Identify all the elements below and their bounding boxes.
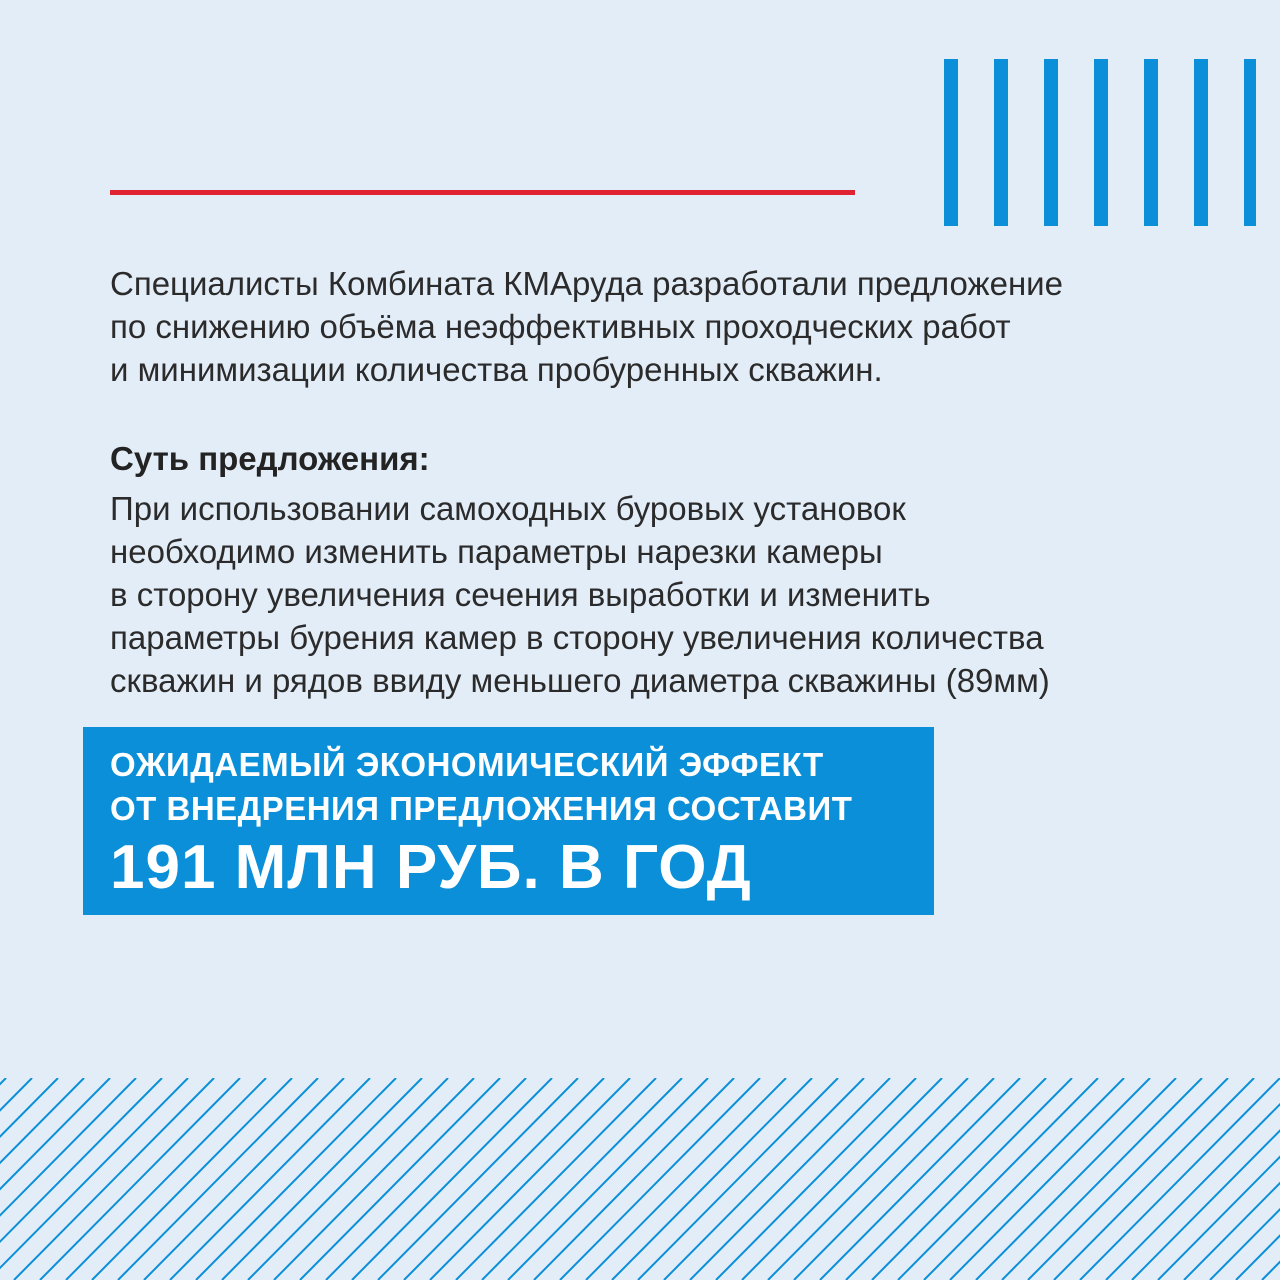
hatch-line <box>508 1078 708 1280</box>
hatch-line <box>430 1078 630 1280</box>
hatch-line <box>118 1078 318 1280</box>
hatch-line <box>1210 1078 1280 1280</box>
hatch-line <box>66 1078 266 1280</box>
hatch-line <box>196 1078 396 1280</box>
hatch-line <box>40 1078 240 1280</box>
hatch-line <box>924 1078 1124 1280</box>
hatch-line <box>456 1078 656 1280</box>
hatch-line <box>872 1078 1072 1280</box>
economic-effect-banner <box>83 727 934 915</box>
hatch-line <box>0 1078 136 1280</box>
hatch-line <box>768 1078 968 1280</box>
diagonal-hatch-decoration <box>0 1078 1280 1280</box>
hatch-line <box>716 1078 916 1280</box>
vertical-stripe <box>994 59 1008 226</box>
vertical-stripe <box>944 59 958 226</box>
hatch-line <box>144 1078 344 1280</box>
hatch-line <box>170 1078 370 1280</box>
intro-paragraph: Специалисты Комбината КМАруда разработали предложение по снижению объёма неэффективных проходческих работ и минимизации количества пробуренных скважин. <box>110 265 1063 388</box>
hatch-line <box>1158 1078 1280 1280</box>
hatch-line <box>222 1078 422 1280</box>
hatch-line <box>690 1078 890 1280</box>
hatch-line <box>820 1078 1020 1280</box>
hatch-line <box>612 1078 812 1280</box>
hatch-line <box>846 1078 1046 1280</box>
hatch-line <box>482 1078 682 1280</box>
hatch-line <box>14 1078 214 1280</box>
hatch-line <box>1106 1078 1280 1280</box>
hatch-line <box>742 1078 942 1280</box>
hatch-line <box>1002 1078 1202 1280</box>
hatch-line <box>300 1078 500 1280</box>
hatch-line <box>664 1078 864 1280</box>
hatch-line <box>1028 1078 1228 1280</box>
red-divider-line <box>110 190 855 195</box>
essence-paragraph: При использовании самоходных буровых установок необходимо изменить параметры нарезки камеры в сторону увеличения сечения выработки и изменить параметры бурения камер в сторону увеличения количества скважин и рядов ввиду меньшего диаметра скважины (89мм) <box>110 490 1050 699</box>
effect-caption: ОЖИДАЕМЫЙ ЭКОНОМИЧЕСКИЙ ЭФФЕКТ ОТ ВНЕДРЕНИЯ ПРЕДЛОЖЕНИЯ СОСТАВИТ <box>110 746 853 827</box>
hatch-line <box>248 1078 448 1280</box>
hatch-line <box>976 1078 1176 1280</box>
hatch-line <box>1080 1078 1280 1280</box>
hatch-line <box>404 1078 604 1280</box>
hatch-line <box>92 1078 292 1280</box>
hatch-line <box>534 1078 734 1280</box>
hatch-line <box>560 1078 760 1280</box>
effect-value: 191 МЛН РУБ. В ГОД <box>110 833 752 902</box>
vertical-stripe <box>1094 59 1108 226</box>
vertical-stripe <box>1244 59 1256 226</box>
vertical-stripes-decoration <box>944 59 1256 226</box>
hatch-line <box>586 1078 786 1280</box>
hatch-line <box>898 1078 1098 1280</box>
hatch-line <box>274 1078 474 1280</box>
hatch-line <box>326 1078 526 1280</box>
hatch-line <box>352 1078 552 1280</box>
hatch-line <box>1054 1078 1254 1280</box>
vertical-stripe <box>1144 59 1158 226</box>
hatch-line <box>794 1078 994 1280</box>
vertical-stripe <box>1044 59 1058 226</box>
hatch-line <box>378 1078 578 1280</box>
hatch-line <box>638 1078 838 1280</box>
hatch-line <box>950 1078 1150 1280</box>
vertical-stripe <box>1194 59 1208 226</box>
essence-heading: Суть предложения: <box>110 440 430 477</box>
